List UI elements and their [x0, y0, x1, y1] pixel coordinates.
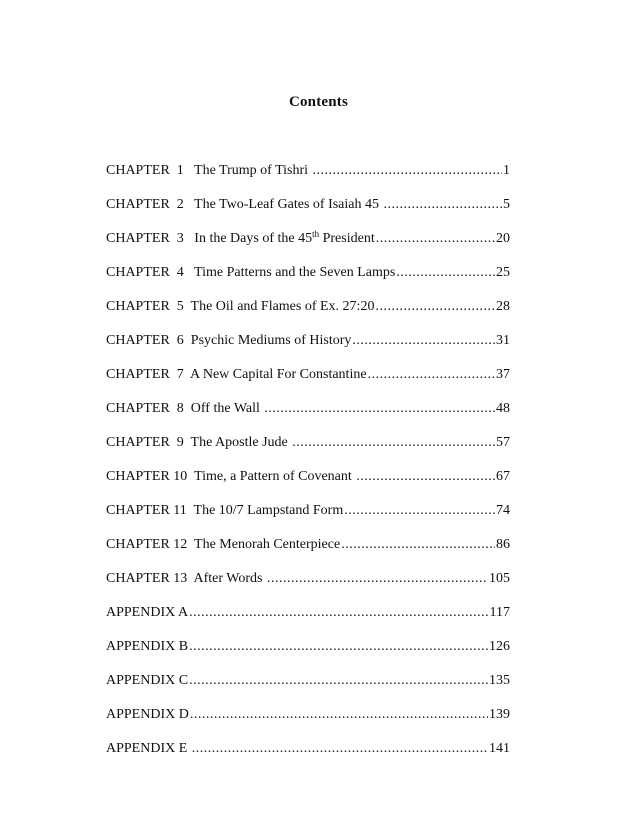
toc-page-number: 28 [496, 299, 510, 314]
toc-page-number: 74 [496, 503, 510, 518]
toc-entry-chapter-9 [106, 435, 510, 469]
toc-entry-label: APPENDIX C [106, 673, 189, 688]
toc-page-number: 139 [489, 707, 510, 722]
toc-entry-label: APPENDIX A [106, 605, 189, 620]
toc-entry-chapter-2 [106, 197, 510, 231]
toc-entry-label: APPENDIX E [106, 741, 191, 756]
dot-leader [356, 469, 495, 485]
dot-leader [264, 401, 495, 417]
dot-leader [341, 537, 495, 553]
toc-entry-label: CHAPTER 12 The Menorah Centerpiece [106, 537, 341, 552]
dot-leader [190, 707, 488, 723]
toc-entry-label: CHAPTER 8 Off the Wall [106, 401, 264, 416]
toc-page-number: 25 [496, 265, 510, 280]
toc-entry-appendix-e [106, 741, 510, 775]
dot-leader [292, 435, 495, 451]
toc-page-number: 67 [496, 469, 510, 484]
toc-entry-chapter-7 [106, 367, 510, 401]
ordinal-superscript: th [312, 229, 320, 239]
dot-leader [189, 639, 488, 655]
toc-entry-chapter-6 [106, 333, 510, 367]
toc-entry-label: CHAPTER 11 The 10/7 Lampstand Form [106, 503, 344, 518]
dot-leader [267, 571, 488, 587]
toc-page-number: 5 [503, 197, 510, 212]
toc-entry-label: CHAPTER 5 The Oil and Flames of Ex. 27:20 [106, 299, 375, 314]
toc-page-number: 20 [496, 231, 510, 246]
toc-entry-label-main: CHAPTER 3 In the Days of the 45 [106, 231, 313, 246]
toc-entry-label-tail: President [319, 231, 375, 246]
toc-page-number: 31 [496, 333, 510, 348]
dot-leader [396, 265, 495, 281]
dot-leader [189, 673, 488, 689]
toc-entry-label: CHAPTER 2 The Two-Leaf Gates of Isaiah 45 [106, 197, 383, 212]
toc-entry-appendix-a [106, 605, 510, 639]
dot-leader [376, 231, 495, 247]
toc-entry-chapter-4 [106, 265, 510, 299]
toc-entry-label: CHAPTER 7 A New Capital For Constantine [106, 367, 367, 382]
toc-entry-chapter-11 [106, 503, 510, 537]
toc-entry-chapter-5 [106, 299, 510, 333]
toc-entry-label: CHAPTER 4 Time Patterns and the Seven Lamps [106, 265, 396, 280]
toc-page-number: 135 [489, 673, 510, 688]
dot-leader [192, 741, 488, 757]
dot-leader [352, 333, 495, 349]
toc-page-number: 86 [496, 537, 510, 552]
dot-leader [313, 163, 502, 179]
toc-entry-chapter-13 [106, 571, 510, 605]
toc-page-number: 141 [489, 741, 510, 756]
toc-page-number: 1 [503, 163, 510, 178]
dot-leader [375, 299, 495, 315]
toc-entry-label: CHAPTER 1 The Trump of Tishri [106, 163, 312, 178]
toc-entry-label: CHAPTER 13 After Words [106, 571, 267, 586]
toc-entry-label: APPENDIX B [106, 639, 189, 654]
toc-page-number: 117 [489, 605, 510, 620]
dot-leader [368, 367, 495, 383]
toc-page-number: 57 [496, 435, 510, 450]
toc-entry-label: APPENDIX D [106, 707, 189, 722]
page-title: Contents [288, 94, 349, 110]
toc-entry-chapter-3 [106, 231, 510, 265]
toc-page-number: 48 [496, 401, 510, 416]
toc-entry-label: CHAPTER 6 Psychic Mediums of History [106, 333, 352, 348]
toc-entry-chapter-10 [106, 469, 510, 503]
dot-leader [344, 503, 495, 519]
toc-entry-chapter-12 [106, 537, 510, 571]
toc-entry-appendix-b [106, 639, 510, 673]
dot-leader [384, 197, 503, 213]
toc-entry-appendix-d [106, 707, 510, 741]
toc-entry-label: CHAPTER 9 The Apostle Jude [106, 435, 292, 450]
toc-entry-chapter-1 [106, 163, 510, 197]
toc-entry-chapter-8 [106, 401, 510, 435]
toc-entry-label: CHAPTER 10 Time, a Pattern of Covenant [106, 469, 356, 484]
toc-entry-appendix-c [106, 673, 510, 707]
dot-leader [189, 605, 488, 621]
toc-page-number: 105 [489, 571, 510, 586]
toc-page-number: 37 [496, 367, 510, 382]
table-of-contents [106, 163, 510, 775]
toc-page-number: 126 [489, 639, 510, 654]
toc-entry-label [106, 231, 375, 247]
